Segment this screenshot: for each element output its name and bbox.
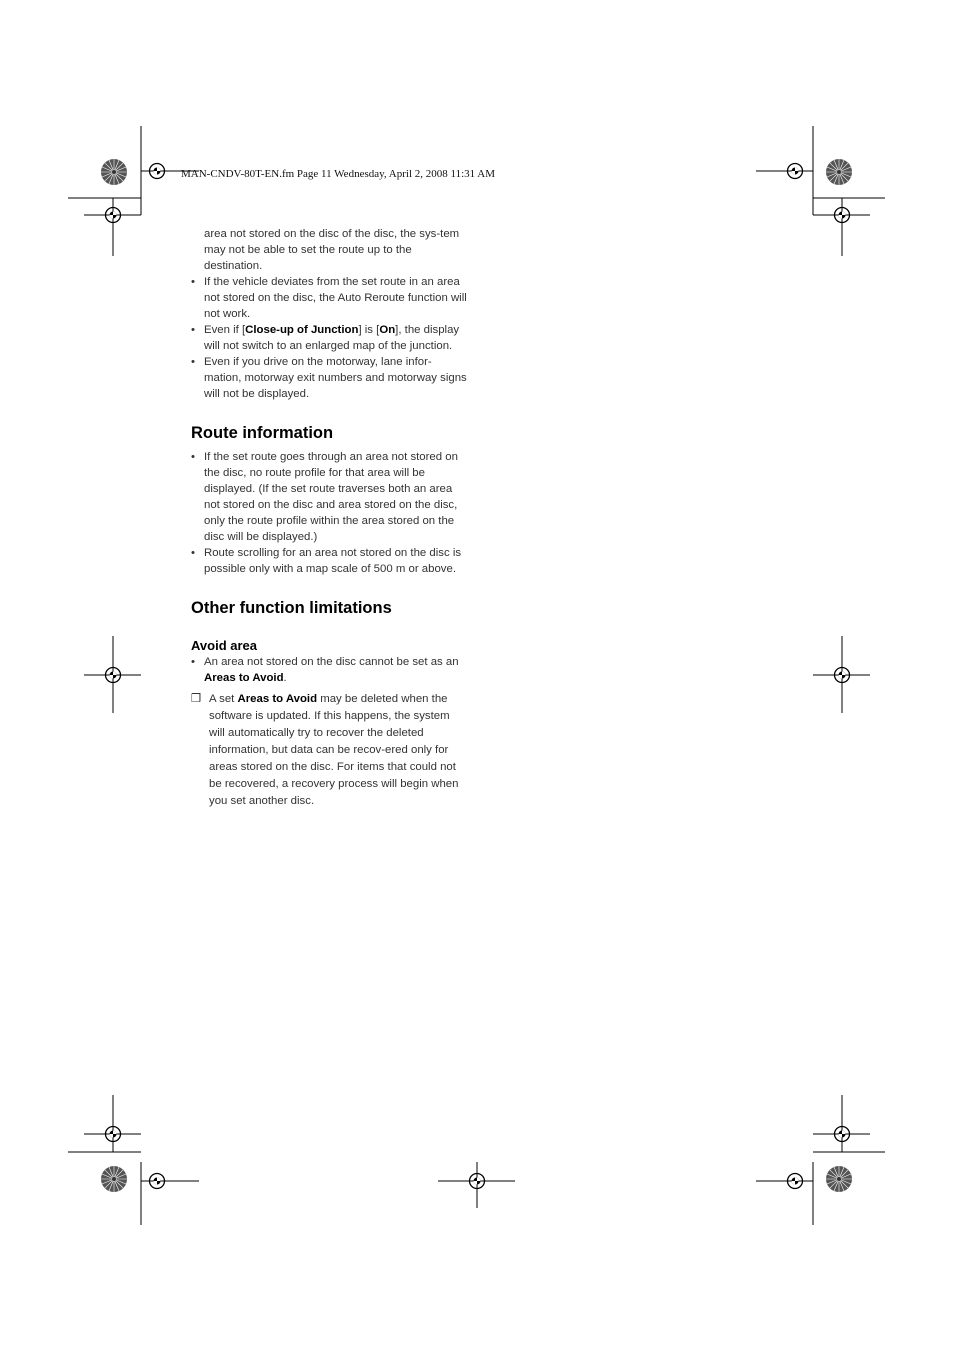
list-item bbox=[191, 654, 467, 686]
list-item bbox=[191, 449, 467, 545]
list-item-text: Even if [Close-up of Junction] is [On], the display will not switch to an enlarged map of the junction. bbox=[204, 324, 460, 352]
list-item-text: Even if you drive on the motorway, lane infor-mation, motorway exit numbers and motorway signs will not be displayed. bbox=[204, 356, 467, 400]
page-content bbox=[191, 226, 467, 810]
section-title: Other function limitations bbox=[191, 599, 392, 617]
bullet-icon: • bbox=[191, 324, 195, 336]
menu-option-name: Areas to Avoid bbox=[204, 672, 284, 684]
starburst-mark-bottom-left bbox=[101, 1166, 127, 1192]
print-file-info: MAN-CNDV-80T-EN.fm Page 11 Wednesday, April 2, 2008 11:31 AM bbox=[181, 168, 496, 180]
subsection-title: Avoid area bbox=[191, 638, 257, 653]
list-item bbox=[191, 322, 467, 354]
starburst-mark-top-right bbox=[826, 159, 852, 185]
list-item bbox=[191, 274, 467, 322]
list-item-text: If the vehicle deviates from the set route in an area not stored on the disc, the Auto Reroute function will not work. bbox=[204, 276, 467, 320]
continuation-text: area not stored on the disc of the disc, the sys-tem may not be able to set the route up to the destination. bbox=[204, 228, 460, 272]
menu-option-value: On bbox=[379, 324, 396, 336]
list-item bbox=[191, 354, 467, 402]
bullet-icon: • bbox=[191, 547, 195, 559]
starburst-mark-bottom-right bbox=[826, 1166, 852, 1192]
note-item bbox=[191, 691, 467, 810]
list-item-text: Route scrolling for an area not stored on the disc is possible only with a map scale of 500 m or above. bbox=[204, 547, 462, 575]
list-item bbox=[191, 545, 467, 577]
note-text: A set Areas to Avoid may be deleted when the software is updated. If this happens, the system will automatically try to recover the deleted information, but data can be recov-ered only for areas stored on the disc. For items that could not be recovered, a recovery process will begin when you set another disc. bbox=[209, 693, 459, 807]
section-title: Route information bbox=[191, 424, 334, 442]
menu-option-name: Close-up of Junction bbox=[245, 324, 359, 336]
list-item-text: If the set route goes through an area not stored on the disc, no route profile for that area will be displayed. (If the set route traverses both an area not stored on the disc and area stored on the disc, only the route profile within the area stored on the disc will be displayed.) bbox=[204, 451, 458, 543]
bullet-icon: • bbox=[191, 276, 195, 288]
note-box-icon: ❒ bbox=[191, 693, 202, 705]
bullet-icon: • bbox=[191, 356, 195, 368]
bullet-icon: • bbox=[191, 656, 195, 668]
bullet-icon: • bbox=[191, 451, 195, 463]
starburst-mark-top-left bbox=[101, 159, 127, 185]
corner-marks-bottom bbox=[68, 1095, 885, 1225]
list-item-text: An area not stored on the disc cannot be set as an Areas to Avoid. bbox=[204, 656, 459, 684]
menu-option-name: Areas to Avoid bbox=[237, 693, 318, 705]
